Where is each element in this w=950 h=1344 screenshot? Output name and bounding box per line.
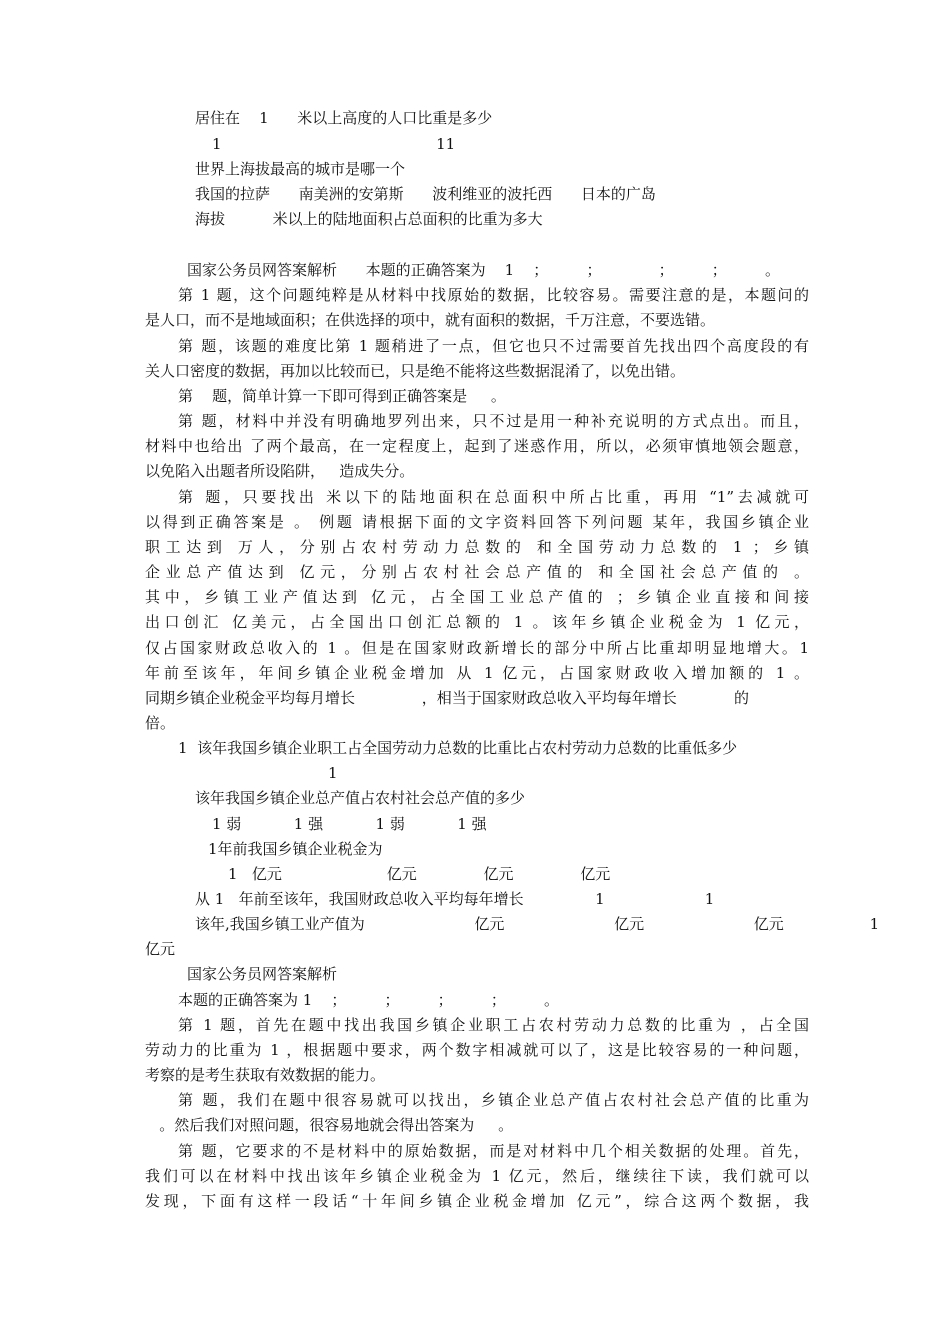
text-line: 1 11: [212, 135, 456, 153]
text-line: 1 该年我国乡镇企业职工占全国劳动力总数的比重比占农村劳动力总数的比重低多少: [178, 739, 738, 757]
text-line: 第 题，它要求的不是材料中的原始数据，而是对材料中几个相关数据的处理。首先，: [178, 1142, 809, 1160]
text-line: 发现，下面有这样一段话“十年间乡镇企业税金增加 亿元”，综合这两个数据，我: [145, 1192, 809, 1210]
text-line: 1 亿元 亿元 亿元 亿元: [228, 865, 611, 883]
text-line: 职工达到 万人，分别占农村劳动力总数的 和全国劳动力总数的 1 ；乡镇: [145, 538, 809, 556]
text-line: 第 题，材料中并没有明确地罗列出来，只不过是用一种补充说明的方式点出。而且，: [178, 412, 809, 430]
text-line: 我们可以在材料中找出该年乡镇企业税金为 1 亿元，然后，继续往下读，我们就可以: [145, 1167, 809, 1185]
text-line: 第 题，该题的难度比第 1 题稍进了一点，但它也只不过需要首先找出四个高度段的有: [178, 337, 809, 355]
text-line: 1: [328, 764, 338, 782]
text-line: 仅占国家财政总收入的 1 。但是在国家财政新增长的部分中所占比重却明显地增大。1: [145, 639, 809, 657]
text-line: 第 1 题，首先在题中找出我国乡镇企业职工占农村劳动力总数的比重为 ，占全国: [178, 1016, 809, 1034]
text-line: 企业总产值达到 亿元，分别占农村社会总产值的 和全国社会总产值的 。: [145, 563, 809, 581]
text-line: 第 1 题，这个问题纯粹是从材料中找原始的数据，比较容易。需要注意的是，本题问的: [178, 286, 809, 304]
text-line: 关人口密度的数据，再加以比较而已，只是绝不能将这些数据混淆了，以免出错。: [145, 362, 686, 380]
text-line: 劳动力的比重为 1 ，根据题中要求，两个数字相减就可以了，这是比较容易的一种问题，: [145, 1041, 809, 1059]
text-line: 出口创汇 亿美元，占全国出口创汇总额的 1 。该年乡镇企业税金为 1 亿元，: [145, 613, 809, 631]
text-line: 倍。: [145, 714, 176, 732]
text-line: 第 题，我们在题中很容易就可以找出，乡镇企业总产值占农村社会总产值的比重为: [178, 1091, 809, 1109]
text-line: 海拔 米以上的陆地面积占总面积的比重为多大: [195, 210, 543, 228]
text-line: 第 题，简单计算一下即可得到正确答案是 。: [178, 387, 506, 405]
text-line: 本题的正确答案为 1 ； ； ； ； 。: [178, 991, 559, 1009]
text-line: 年前至该年，年间乡镇企业税金增加 从 1 亿元，占国家财政收入增加额的 1 。: [145, 664, 809, 682]
text-line: 第 题，只要找出 米以下的陆地面积在总面积中所占比重，再用 “1”去减就可: [178, 488, 809, 506]
text-line: 从 1 年前至该年，我国财政总收入平均每年增长 1 1: [195, 890, 715, 908]
text-line: 居住在 1 米以上高度的人口比重是多少: [195, 109, 493, 127]
text-line: 。然后我们对照问题，很容易地就会得出答案为 。: [145, 1116, 514, 1134]
text-line: 我国的拉萨 南美洲的安第斯 波利维亚的波托西 日本的广岛: [195, 185, 656, 203]
text-line: 世界上海拔最高的城市是哪一个: [195, 160, 406, 178]
text-line: 考察的是考生获取有效数据的能力。: [145, 1066, 386, 1084]
text-line: 亿元: [145, 940, 176, 958]
text-line: 以得到正确答案是 。 例题 请根据下面的文字资料回答下列问题 某年，我国乡镇企业: [145, 513, 809, 531]
text-line: 是人口，而不是地域面积；在供选择的项中，就有面积的数据，千万注意，不要选错。: [145, 311, 716, 329]
text-line: 该年,我国乡镇工业产值为 亿元 亿元 亿元 1: [195, 915, 880, 933]
text-line: 同期乡镇企业税金平均每月增长 ，相当于国家财政总收入平均每年增长 的: [145, 689, 749, 707]
text-line: 材料中也给出 了两个最高，在一定程度上，起到了迷惑作用，所以，必须审慎地领会题意，: [145, 437, 809, 455]
text-line: 1 弱 1 强 1 弱 1 强: [212, 815, 487, 833]
text-line: 以免陷入出题者所设陷阱， 造成失分。: [145, 462, 415, 480]
text-line: 该年我国乡镇企业总产值占农村社会总产值的多少: [195, 789, 526, 807]
text-line: 1年前我国乡镇企业税金为: [208, 840, 383, 858]
text-line: 国家公务员网答案解析 本题的正确答案为 1 ； ； ； ； 。: [187, 261, 780, 279]
text-line: 国家公务员网答案解析: [187, 965, 338, 983]
text-line: 其中，乡镇工业产值达到 亿元，占全国工业总产值的 ；乡镇企业直接和间接: [145, 588, 809, 606]
